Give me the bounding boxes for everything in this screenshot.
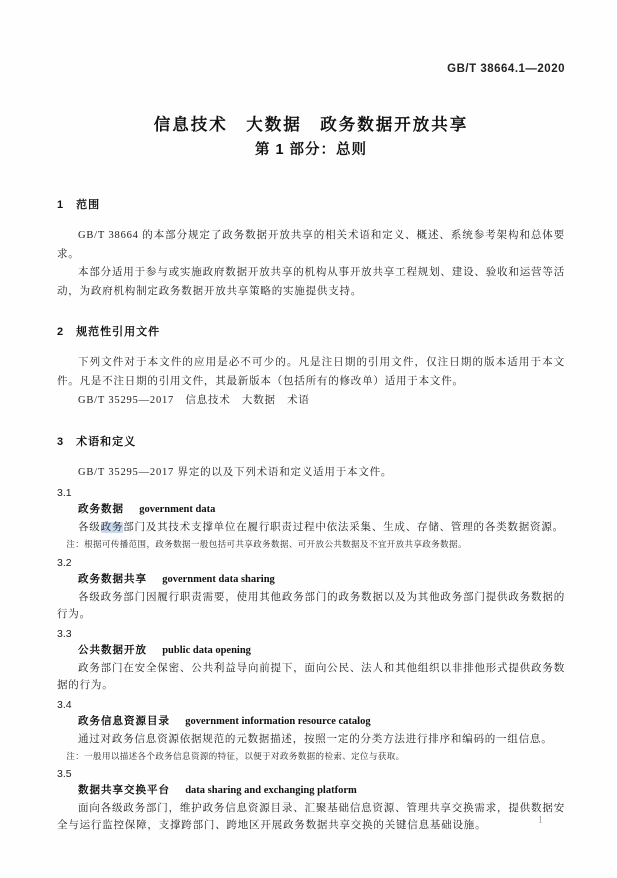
term-3-2 [57,555,565,623]
term-name [78,642,565,659]
term-definition: 政务部门在安全保密、公共利益导向前提下，面向公民、法人和其他组织以非排他形式提供政务数据的行为。 [57,662,565,691]
term-name-zh: 公共数据开放 [78,643,147,656]
term-number: 3.3 [57,627,72,640]
term-definition: 通过对政务信息资源依据规范的元数据描述，按照一定的分类方法进行排序和编码的一组信息。 [78,733,553,745]
term-name-en: public data opening [162,644,251,656]
section-1-paragraph-2: 本部分适用于参与或实施政府数据开放共享的机构从事开放共享工程规划、建设、验收和运营等活动，为政府机构制定政务数据开放共享策略的实施提供支持。 [57,267,565,297]
term-3-4 [57,697,565,764]
section-1-paragraph-1: GB/T 38664 的本部分规定了政务数据开放共享的相关术语和定义、概述、系统参考架构和总体要求。 [57,230,565,260]
section-2-paragraph: 下列文件对于本文件的应用是必不可少的。凡是注日期的引用文件，仅注日期的版本适用于本文件。凡是不注日期的引用文件，其最新版本（包括所有的修改单）适用于本文件。 [57,357,565,387]
term-number: 3.4 [57,698,72,711]
normative-reference: GB/T 35295—2017 信息技术 大数据 术语 [78,395,310,406]
page-number: 1 [537,815,543,826]
term-name-en: government data sharing [162,573,275,585]
definition-text: 部门及其技术支撑单位在履行职责过程中依法采集、生成、存储、管理的各类数据资源。 [123,522,564,533]
document-subtitle: 第 1 部分：总则 [254,142,368,158]
term-number: 3.1 [57,487,72,499]
term-3-1 [57,485,565,552]
term-name [78,501,565,518]
term-note: 注：根据可传播范围，政务数据一般包括可共享政务数据、可开放公共数据及不宜开放共享政务数据。 [66,539,467,549]
term-name-en: government information resource catalog [185,715,371,727]
term-number: 3.5 [57,768,72,780]
term-name-zh: 政务信息资源目录 [78,714,170,727]
term-number: 3.2 [57,556,72,569]
section-2-heading: 2 规范性引用文件 [57,326,161,338]
term-name [78,571,565,588]
section-3-heading: 3 术语和定义 [57,435,137,448]
term-name-zh: 政务数据共享 [78,572,147,585]
text-selection-highlight: 政务 [100,522,124,533]
term-name-zh: 数据共享交换平台 [78,784,170,796]
section-3-intro: GB/T 35295—2017 界定的以及下列术语和定义适用于本文件。 [78,466,393,478]
term-name-en: government data [139,504,216,515]
terms-list [57,485,565,834]
definition-text: 各级 [78,522,101,533]
term-3-5 [57,766,565,834]
term-3-3 [57,626,565,694]
standard-number-header: GB/T 38664.1—2020 [447,63,565,75]
document-title: 信息技术 大数据 政务数据开放共享 [153,116,469,134]
term-note: 注：一般用以描述各个政务信息资源的特征，以便于对政务数据的检索、定位与获取。 [66,750,405,761]
term-definition: 面向各级政务部门，维护政务信息资源目录、汇聚基础信息资源、管理共享交换需求，提供数据安全与运行监控保障，支撑跨部门、跨地区开展政务数据共享交换的关键信息基础设施。 [57,803,565,831]
term-definition [57,519,565,536]
term-definition: 各级政务部门因履行职责需要，使用其他政务部门的政务数据以及为其他政务部门提供政务数据的行为。 [57,591,565,620]
term-name [78,782,565,799]
term-name [78,713,565,730]
term-name-zh: 政务数据 [78,503,124,515]
section-1-heading: 1 范围 [57,199,101,211]
term-name-en: data sharing and exchanging platform [185,785,357,796]
